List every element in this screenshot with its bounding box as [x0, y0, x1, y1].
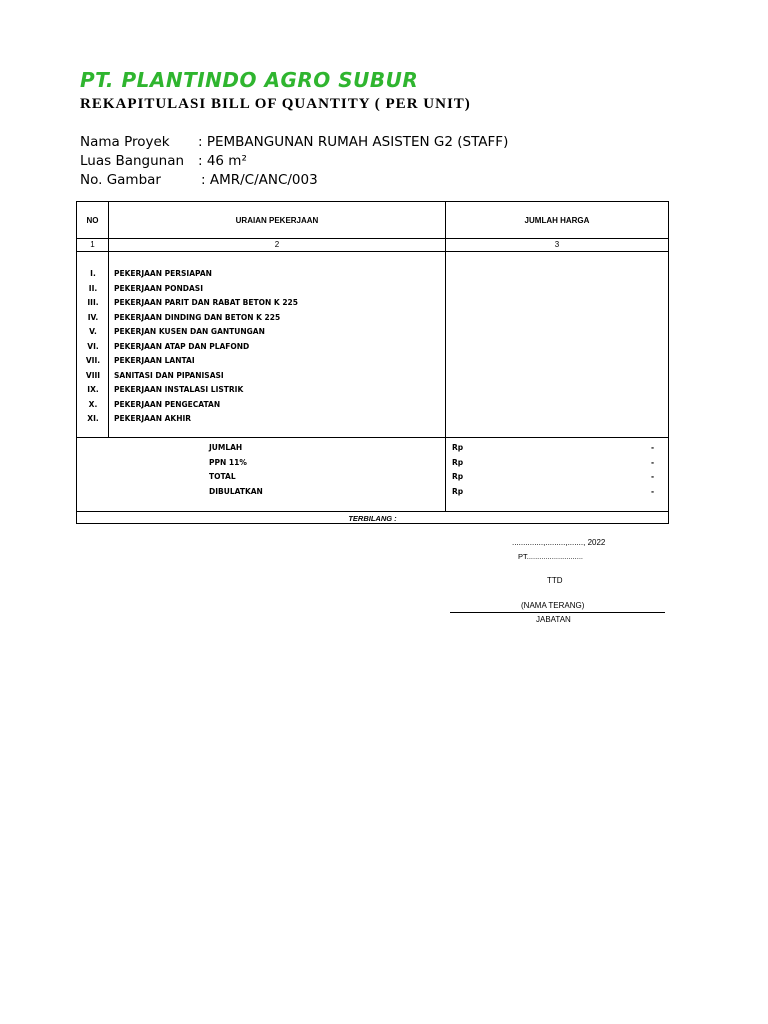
summary-label: DIBULATKAN — [209, 486, 263, 496]
row-number: II. — [88, 283, 98, 293]
row-description: PEKERJAAN DINDING DAN BETON K 225 — [114, 312, 281, 322]
row-description: PEKERJAAN PENGECATAN — [114, 399, 221, 409]
col-header-description: URAIAN PEKERJAAN — [235, 216, 319, 225]
summary-divider — [77, 511, 668, 512]
signatory-name: (NAMA TERANG) — [521, 601, 585, 610]
summary-currency: Rp — [452, 443, 464, 452]
drawing-number-value: : AMR/C/ANC/003 — [201, 172, 318, 188]
row-description: PEKERJAAN PONDASI — [114, 283, 203, 293]
row-number: VI. — [87, 341, 99, 351]
row-description: PEKERJAAN AKHIR — [114, 414, 192, 423]
row-description: PEKERJAAN PERSIAPAN — [114, 269, 212, 278]
body-divider — [77, 437, 668, 438]
summary-value: - — [651, 457, 655, 467]
row-number: V. — [89, 327, 97, 336]
drawing-number-label: No. Gambar — [80, 172, 161, 188]
summary-label: PPN 11% — [209, 457, 247, 467]
building-area-label: Luas Bangunan — [80, 153, 185, 169]
row-number: VII. — [85, 356, 101, 365]
col-header-amount: JUMLAH HARGA — [524, 216, 590, 225]
signature-company: PT........................... — [518, 552, 584, 561]
header-divider — [77, 238, 668, 239]
row-description: SANITASI DAN PIPANISASI — [114, 370, 224, 380]
row-number: IX. — [87, 385, 99, 394]
col-index-2: 2 — [274, 240, 280, 249]
signature-ttd: TTD — [547, 576, 563, 585]
document-title: REKAPITULASI BILL OF QUANTITY ( PER UNIT) — [80, 96, 471, 112]
summary-label: TOTAL — [209, 472, 236, 481]
summary-label: JUMLAH — [209, 443, 243, 452]
summary-value: - — [651, 486, 655, 496]
row-number: VIII — [85, 370, 101, 380]
project-name-value: : PEMBANGUNAN RUMAH ASISTEN G2 (STAFF) — [198, 134, 509, 150]
summary-currency: Rp — [452, 472, 464, 481]
col-header-no: NO — [86, 216, 99, 225]
col-index-1: 1 — [90, 240, 95, 249]
row-description: PEKERJAAN INSTALASI LISTRIK — [114, 385, 244, 394]
place-date: ..............,.........,......., 2022 — [512, 538, 606, 547]
col-index-3: 3 — [554, 240, 560, 249]
boq-table — [76, 201, 669, 524]
row-description: PEKERJAAN ATAP DAN PLAFOND — [114, 341, 250, 351]
amount-in-words-label: TERBILANG : — [348, 514, 397, 523]
summary-value: - — [651, 443, 655, 452]
index-divider — [77, 251, 668, 252]
summary-currency: Rp — [452, 486, 464, 496]
row-description: PEKERJAN KUSEN DAN GANTUNGAN — [114, 327, 265, 336]
row-description: PEKERJAAN LANTAI — [114, 356, 195, 365]
company-name: PT. PLANTINDO AGRO SUBUR — [80, 68, 419, 92]
row-number: I. — [90, 269, 96, 278]
row-number: IV. — [87, 312, 99, 322]
signature-line — [450, 612, 665, 613]
row-number: XI. — [87, 414, 99, 423]
project-name-label: Nama Proyek — [80, 134, 170, 150]
building-area-value: : 46 m² — [198, 153, 247, 169]
row-number: X. — [88, 399, 98, 409]
summary-value: - — [651, 472, 655, 481]
row-description: PEKERJAAN PARIT DAN RABAT BETON K 225 — [114, 298, 298, 307]
summary-currency: Rp — [452, 457, 464, 467]
row-number: III. — [87, 298, 99, 307]
signatory-position: JABATAN — [536, 615, 571, 624]
